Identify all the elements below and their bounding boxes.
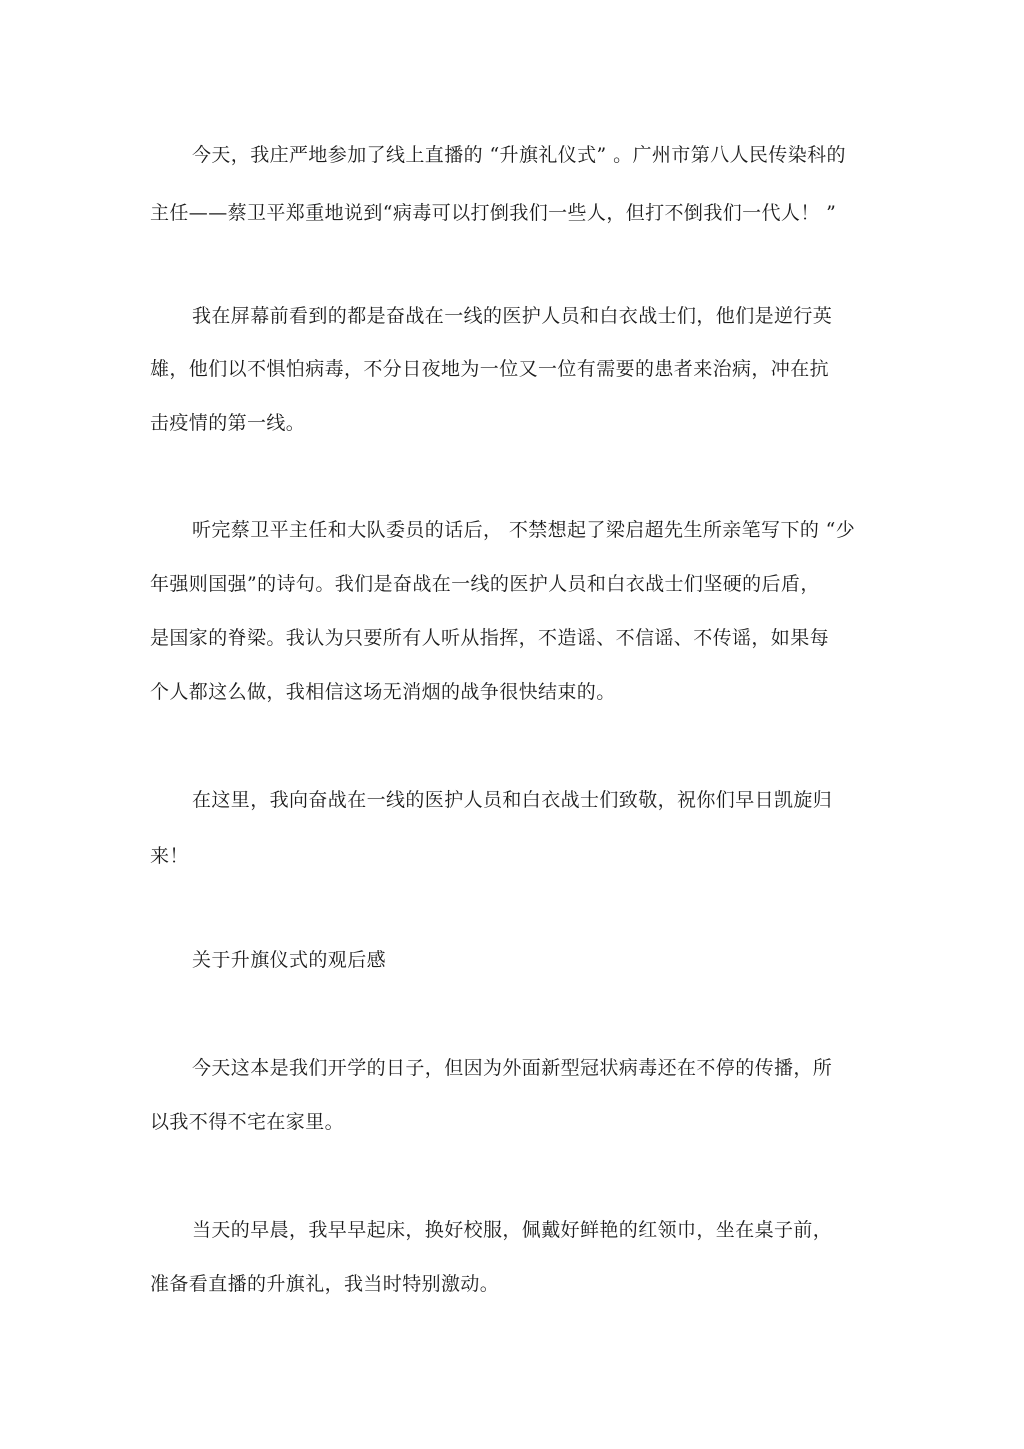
paragraph-line: 个人都这么做，我相信这场无消烟的战争很快结束的。 (150, 681, 616, 703)
paragraph-line: 今天，我庄严地参加了线上直播的 “升旗礼仪式” 。广州市第八人民传染科的 (192, 144, 846, 166)
paragraph-line: 雄，他们以不惧怕病毒，不分日夜地为一位又一位有需要的患者来治病，冲在抗 (150, 358, 830, 380)
paragraph-line: 我在屏幕前看到的都是奋战在一线的医护人员和白衣战士们，他们是逆行英 (192, 305, 833, 327)
paragraph-line: 在这里，我向奋战在一线的医护人员和白衣战士们致敬，祝你们早日凯旋归 (192, 789, 833, 811)
paragraph-line: 以我不得不宅在家里。 (150, 1111, 345, 1133)
paragraph-line: 听完蔡卫平主任和大队委员的话后， 不禁想起了梁启超先生所亲笔写下的 “少 (192, 519, 856, 541)
heading-line: 关于升旗仪式的观后感 (192, 949, 387, 971)
paragraph-line: 准备看直播的升旗礼，我当时特别激动。 (150, 1273, 500, 1295)
paragraph-line: 年强则国强”的诗句。我们是奋战在一线的医护人员和白衣战士们坚硬的后盾， (150, 573, 820, 595)
paragraph-line: 今天这本是我们开学的日子，但因为外面新型冠状病毒还在不停的传播，所 (192, 1057, 833, 1079)
paragraph-line: 主任——蔡卫平郑重地说到“病毒可以打倒我们一些人，但打不倒我们一代人！ ” (150, 202, 837, 224)
paragraph-line: 击疫情的第一线。 (150, 412, 306, 434)
paragraph-line: 来！ (150, 845, 189, 867)
paragraph-line: 当天的早晨，我早早起床，换好校服，佩戴好鲜艳的红领巾，坐在桌子前， (192, 1219, 833, 1241)
paragraph-line: 是国家的脊梁。我认为只要所有人听从指挥，不造谣、不信谣、不传谣，如果每 (150, 627, 830, 649)
